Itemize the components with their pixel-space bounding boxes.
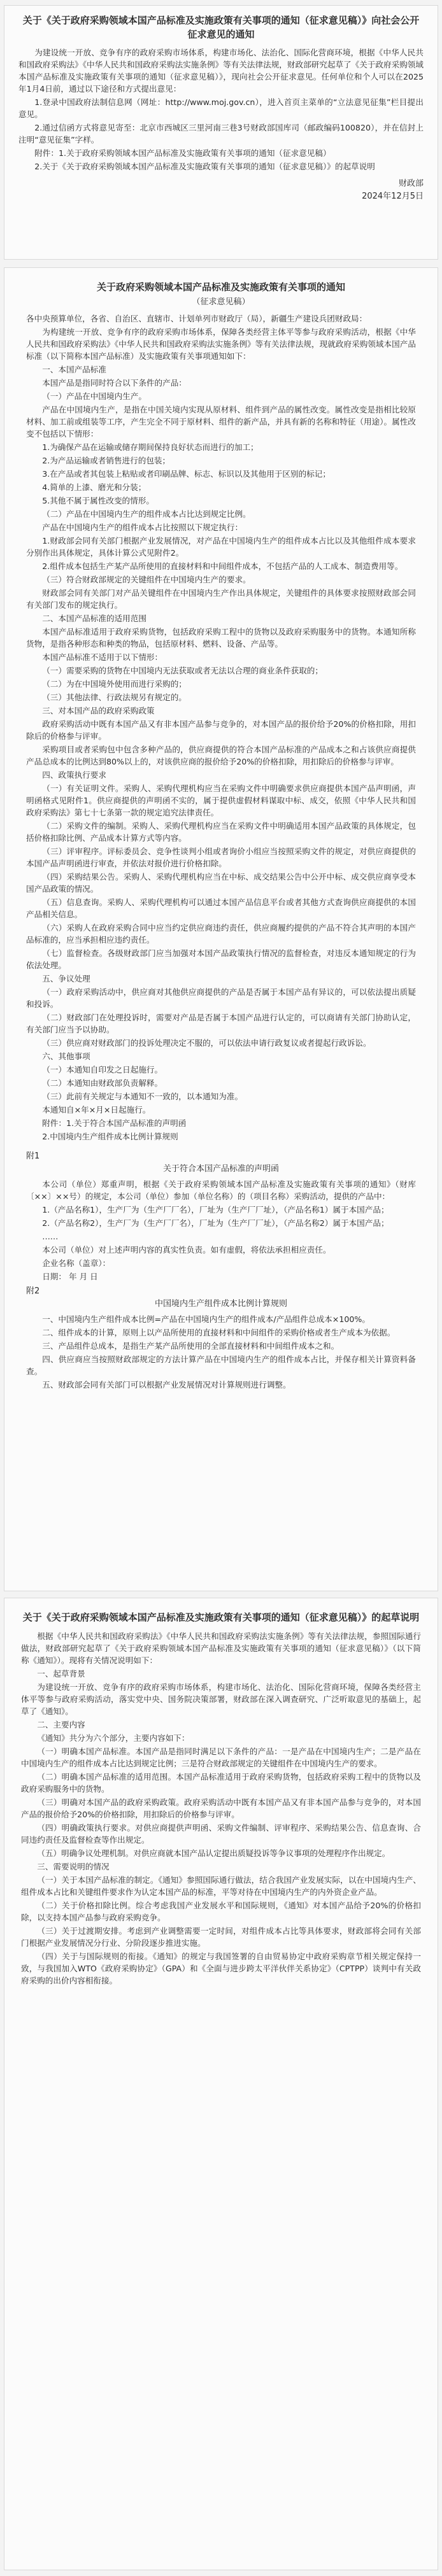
explanation-paragraph: （四）关于与国际规则的衔接。《通知》的规定与我国签署的自由贸易协定中政府采购章节相关规定保持一致，与我国加入WTO《政府采购协定》（GPA）和《全面与进步跨太平洋伙伴关系协定》（CPTPP）谈判中有关政府采购的出价内容相衔接。 xyxy=(21,1952,421,1985)
explanation-paragraph: 根据《中华人民共和国政府采购法》《中华人民共和国政府采购法实施条例》等有关法律法规，参照国际通行做法，财政部研究起草了《关于政府采购领域本国产品标准及实施政策有关事项的通知（征求意见稿）》（以下简称《通知》）。现将有关情况说明如下： xyxy=(21,1631,421,1665)
attachment1-paragraph: 本公司（单位）对上述声明内容的真实性负责。如有虚假，将依法承担相应责任。 xyxy=(42,1245,331,1255)
attachment1-paragraph: 企业名称（盖章）： xyxy=(42,1258,111,1268)
draft-paragraph: 三、对本国产品的政府采购政策 xyxy=(42,706,155,715)
notice-panel xyxy=(4,5,438,260)
draft-paragraph: 一、本国产品标准 xyxy=(42,365,106,374)
sign-org: 财政部 xyxy=(398,179,424,188)
draft-paragraph: 本国产品是指同时符合以下条件的产品： xyxy=(42,378,187,388)
draft-body xyxy=(26,326,416,1143)
draft-paragraph: （一）政府采购活动中，供应商对其他供应商提供的产品是否属于本国产品有异议的，可以依法提出质疑和投诉。 xyxy=(26,987,416,1009)
notice-paragraph: 为建设统一开放、竞争有序的政府采购市场体系，构建市场化、法治化、国际化营商环境，根据《中华人民共和国政府采购法》《中华人民共和国政府采购法实施条例》等有关法律法规，财政部研究起草了《关于政府采购领域本国产品标准及实施政策有关事项的通知（征求意见稿）》，现向社会公开征求意见。任何单位和个人可以在2025年1月4日前，通过以下途径和方式提出意见： xyxy=(18,48,424,94)
draft-paragraph: （三）此前有关规定与本通知不一致的，以本通知为准。 xyxy=(42,1092,243,1101)
explanation-body xyxy=(21,1630,421,1987)
attachment1-paragraph: …… xyxy=(42,1232,59,1241)
draft-paragraph: （二）产品在中国境内生产的组件成本占比达到规定比例。 xyxy=(42,509,251,519)
attachment2-label: 附2 xyxy=(26,1286,40,1296)
draft-paragraph: （一）有关证明文件。采购人、采购代理机构应当在采购文件中明确要求供应商提供本国产品声明函，声明函格式见附件1。供应商提供的声明函不实的，属于提供虚假材料谋取中标、成交，依照《中华人民共和国政府采购法》第七十七条第一款的规定追究法律责任。 xyxy=(26,784,416,817)
explanation-paragraph: （五）明确争议处理机制。对供应商就本国产品认定提出质疑投诉等争议事项的处理程序作出规定。 xyxy=(37,1848,390,1858)
draft-paragraph: 2.中国境内生产组件成本比例计算规则 xyxy=(42,1132,178,1141)
draft-title: 关于政府采购领域本国产品标准及实施政策有关事项的通知 xyxy=(96,281,345,293)
draft-paragraph: 5.其他不属于属性改变的情形。 xyxy=(42,496,154,505)
attachment2-paragraph: 二、组件成本的计算，原则上以产品所使用的直接材料和中间组件的采购价格或者生产成本为依据。 xyxy=(42,1328,396,1337)
draft-paragraph: （三）其他法律、行政法规另有规定的。 xyxy=(42,693,187,702)
notice-attachment-2: 2.关于《关于政府采购领域本国产品标准及实施政策有关事项的通知（征求意见稿）》的起草说明 xyxy=(34,162,375,171)
explanation-paragraph: （二）关于价格扣除比例。综合考虑我国产业发展水平和国际规则，《通知》对本国产品给予20%的价格扣除，以支持本国产品参与政府采购竞争。 xyxy=(21,1901,421,1922)
draft-paragraph: 2.为产品运输或者销售进行的包装； xyxy=(42,456,171,465)
attachment1-paragraph: 1.（产品名称1），生产厂为（生产厂厂名），厂址为（生产厂厂址），（产品名称1）属于本国产品； xyxy=(42,1205,389,1214)
draft-paragraph: 本国产品标准适用于政府采购货物，包括政府采购工程中的货物以及政府采购服务中的货物。本通知所称货物，是指各种形态和种类的物品，包括原材料、燃料、设备、产品等。 xyxy=(26,627,416,649)
draft-panel xyxy=(4,267,438,1591)
draft-paragraph: （二）财政部门在处理投诉时，需要对产品是否属于本国产品进行认定的，可以商请有关部门协助认定，有关部门应当予以协助。 xyxy=(26,1013,416,1034)
draft-paragraph: 2.组件成本包括生产某产品所使用的直接材料和中间组件成本，不包括产品的人工成本、制造费用等。 xyxy=(42,561,403,571)
draft-paragraph: 五、争议处理 xyxy=(42,974,90,983)
draft-paragraph: 1.为确保产品在运输或储存期间保持良好状态而进行的加工； xyxy=(42,442,259,452)
draft-paragraph: 本国产品标准不适用于以下情形： xyxy=(42,652,163,662)
explanation-paragraph: （一）关于本国产品标准的制定。《通知》参照国际通行做法，结合我国产业发展实际，以在中国境内生产、组件成本占比和关键组件要求作为认定本国产品的标准，平等对待在中国境内生产的内外资企业产品。 xyxy=(21,1875,421,1897)
attachment2-body xyxy=(26,1313,416,1391)
explanation-paragraph: （三）明确对本国产品的政府采购政策。政府采购活动中既有本国产品又有非本国产品参与竞争的，对本国产品的报价给予20%的价格扣除，用扣除后的价格参与评审。 xyxy=(21,1798,421,1819)
draft-paragraph: 1.财政部会同有关部门根据产业发展情况，对产品在中国境内生产的组件成本占比以及其他组件成本要求分别作出具体规定，具体计算公式见附件2。 xyxy=(26,536,416,558)
draft-paragraph: （三）符合财政部规定的关键组件在中国境内生产的要求。 xyxy=(42,575,251,584)
explanation-paragraph: 三、需要说明的情况 xyxy=(37,1862,110,1871)
attachment2-paragraph: 三、产品组件总成本，是指生产某产品所使用的全部直接材料和中间组件成本之和。 xyxy=(42,1341,339,1351)
draft-subtitle: （征求意见稿） xyxy=(192,297,250,307)
explanation-paragraph: （二）明确本国产品标准的适用范围。本国产品标准适用于政府采购货物，包括政府采购工程中的货物以及政府采购服务中的货物。 xyxy=(21,1772,421,1794)
attachment2-title: 中国境内生产组件成本比例计算规则 xyxy=(154,1299,287,1309)
draft-paragraph: （一）本通知自印发之日起施行。 xyxy=(42,1065,163,1074)
draft-paragraph: （六）采购人在政府采购合同中应当约定供应商违约责任，供应商履约提供的产品不符合其声明的本国产品标准的，应当承担相应违约责任。 xyxy=(26,923,416,945)
explanation-paragraph: （三）关于过渡期安排。考虑到产业调整需要一定时间，对组件成本占比等具体要求，财政部将会同有关部门根据产业发展情况分行业、分阶段逐步推进实施。 xyxy=(21,1926,421,1948)
draft-paragraph: （三）评审程序。评标委员会、竞争性谈判小组或者询价小组应当按照采购文件的规定，对供应商提供的本国产品声明函进行审查，并依法对报价进行价格扣除。 xyxy=(26,847,416,868)
attachment1-paragraph: 2.（产品名称2），生产厂为（生产厂厂名），厂址为（生产厂厂址），（产品名称2）属于本国产品； xyxy=(42,1218,389,1228)
explanation-paragraph: 二、主要内容 xyxy=(37,1720,85,1729)
draft-paragraph: （一）产品在中国境内生产。 xyxy=(42,391,146,401)
draft-paragraph: 为构建统一开放、竞争有序的政府采购市场体系，保障各类经营主体平等参与政府采购活动，根据《中华人民共和国政府采购法》《中华人民共和国政府采购法实施条例》等有关法律法规，现就政府采购领域本国产品标准（以下简称本国产品标准）及实施政策有关事项通知如下： xyxy=(26,327,416,361)
notice-title: 关于《关于政府采购领域本国产品标准及实施政策有关事项的通知（征求意见稿）》向社会公开征求意见的通知 xyxy=(22,15,420,40)
draft-paragraph: （二）为在中国境外使用而进行采购的； xyxy=(42,679,187,689)
draft-paragraph: 政府采购活动中既有本国产品又有非本国产品参与竞争的，对本国产品的报价给予20%的价格扣除，用扣除后的价格参与评审。 xyxy=(26,719,416,741)
notice-paragraph: 1.登录中国政府法制信息网（网址：http://www.moj.gov.cn），进入首页主菜单的“立法意见征集”栏目提出意见。 xyxy=(18,97,424,119)
draft-paragraph: 采购项目或者采购包中包含多种产品的，供应商提供的符合本国产品标准的产品成本之和占该供应商提供产品总成本的比例达到80%以上的，对该供应商的报价给予20%的价格扣除，用扣除后的价格参与评审。 xyxy=(26,745,416,766)
draft-paragraph: 产品在中国境内生产的组件成本占比按照以下规定执行： xyxy=(42,523,243,532)
attachment1-body xyxy=(26,1178,416,1269)
draft-paragraph: 产品在中国境内生产，是指在中国关境内实现从原材料、组件到产品的属性改变。属性改变是指相比较原材料、加工前或组装等工序，产生完全不同于原材料、组件的新产品，并具有新的名称和特征（用途）。属性改变不包括以下情形： xyxy=(26,405,416,439)
draft-paragraph: 六、其他事项 xyxy=(42,1052,90,1061)
draft-paragraph: （七）监督检查。各级财政部门应当加强对本国产品政策执行情况的监督检查，对违反本通知规定的行为依法处理。 xyxy=(26,948,416,970)
explanation-paragraph: 为建设统一开放、竞争有序的政府采购市场体系，构建市场化、法治化、国际化营商环境，保障各类经营主体平等参与政府采购活动，落实党中央、国务院决策部署，财政部在深入调查研究、广泛听取意见的基础上，起草了《通知》。 xyxy=(21,1682,421,1716)
draft-paragraph: （五）信息查询。采购人、采购代理机构可以通过本国产品信息平台或者其他方式查询供应商提供的本国产品相关信息。 xyxy=(26,897,416,919)
attachment2-paragraph: 一、中国境内生产组件成本比例=产品在中国境内生产的组件成本/产品组件总成本×100%。 xyxy=(42,1314,370,1324)
attachment1-label: 附1 xyxy=(26,1151,40,1161)
draft-paragraph: （一）需要采购的货物在中国境内无法获取或者无法以合理的商业条件获取的； xyxy=(42,666,323,675)
draft-paragraph: （四）采购结果公告。采购人、采购代理机构应当在中标、成交结果公告中公开中标、成交供应商享受本国产品政策的情况。 xyxy=(26,872,416,894)
explanation-paragraph: （一）明确本国产品标准。本国产品是指同时满足以下条件的产品：一是产品在中国境内生产；二是产品在中国境内生产的组件成本占比达到规定比例；三是符合财政部规定的关键组件在中国境内生产的要求。 xyxy=(21,1747,421,1768)
attachment1-date: 日期： 年 月 日 xyxy=(42,1272,98,1281)
draft-paragraph: 本通知自×年×月×日起施行。 xyxy=(42,1105,151,1115)
attachment2-paragraph: 五、财政部会同有关部门可以根据产业发展情况对计算规则进行调整。 xyxy=(42,1380,291,1390)
draft-paragraph: 3.在产品或者其包装上粘贴或者印刷品牌、标志、标识以及其他用于区别的标记； xyxy=(42,469,331,479)
explanation-paragraph: 《通知》共分为六个部分，主要内容如下： xyxy=(37,1733,190,1743)
attachment1-title: 关于符合本国产品标准的声明函 xyxy=(162,1164,279,1174)
explanation-paragraph: 一、起草背景 xyxy=(37,1669,85,1679)
explanation-paragraph: （四）明确政策执行要求。对供应商提供声明函、采购文件编制、评审程序、采购结果公告、信息查询、合同违约责任及监督检查等作出规定。 xyxy=(21,1823,421,1845)
draft-paragraph: （二）本通知由财政部负责解释。 xyxy=(42,1078,163,1088)
sign-date: 2024年12月5日 xyxy=(362,192,424,201)
draft-paragraph: 财政部会同有关部门对产品关键组件在中国境内生产作出具体规定，关键组件的具体要求按照财政部会同有关部门发布的规定执行。 xyxy=(26,588,416,610)
attachment2-paragraph: 四、供应商应当按照财政部规定的方法计算产品在中国境内生产的组件成本占比，并保存相关计算资料备查。 xyxy=(26,1355,416,1376)
draft-paragraph: 4.简单的上漆、磨光和分装； xyxy=(42,482,146,492)
draft-paragraph: （三）供应商对财政部门的投诉处理决定不服的，可以依法申请行政复议或者提起行政诉讼。 xyxy=(42,1038,371,1048)
notice-paragraph: 2.通过信函方式将意见寄至：北京市西城区三里河南三巷3号财政部国库司（邮政编码100820），并在信封上注明“意见征集”字样。 xyxy=(18,123,424,144)
explanation-panel xyxy=(4,1598,438,2570)
notice-attachment-1: 附件：1.关于政府采购领域本国产品标准及实施政策有关事项的通知（征求意见稿） xyxy=(34,148,331,158)
draft-addressee: 各中央预算单位，各省、自治区、直辖市、计划单列市财政厅（局），新疆生产建设兵团财政局： xyxy=(26,314,367,323)
attachment1-paragraph: 本公司（单位）郑重声明，根据《关于政府采购领域本国产品标准及实施政策有关事项的通知》（财库〔××〕××号）的规定，本公司（单位）参加（单位名称）的（项目名称）采购活动，提供的产品中： xyxy=(26,1179,416,1201)
draft-paragraph: 四、政策执行要求 xyxy=(42,770,106,780)
draft-paragraph: 二、本国产品标准的适用范围 xyxy=(42,614,146,623)
draft-paragraph: 附件：1.关于符合本国产品标准的声明函 xyxy=(42,1118,187,1128)
draft-paragraph: （二）采购文件的编制。采购人、采购代理机构应当在采购文件中明确适用本国产品政策的具体规定，包括价格扣除比例、产品成本计算方式等内容。 xyxy=(26,821,416,843)
explanation-title: 关于《关于政府采购领域本国产品标准及实施政策有关事项的通知（征求意见稿）》的起草说明 xyxy=(22,1612,420,1623)
